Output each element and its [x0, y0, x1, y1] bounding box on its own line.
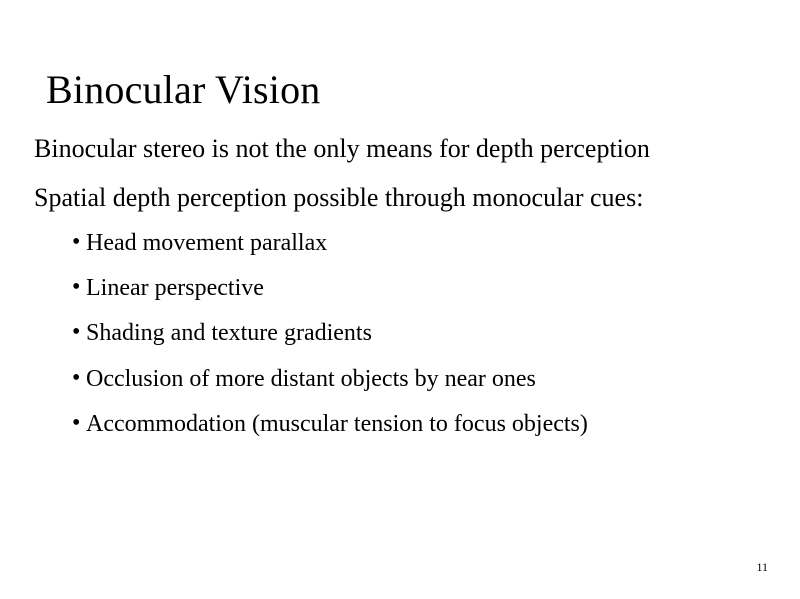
- list-item-label: Occlusion of more distant objects by near ones: [86, 365, 536, 392]
- list-item: [72, 228, 754, 259]
- lead-paragraph-1: Binocular stereo is not the only means for depth perception: [34, 134, 650, 163]
- list-item: [72, 318, 754, 349]
- list-item-label: Linear perspective: [86, 275, 264, 302]
- monocular-cues-list: [34, 228, 754, 440]
- page-number: 11: [756, 560, 768, 574]
- bullet-dot-icon: •: [72, 229, 81, 256]
- bullet-dot-icon: •: [72, 364, 81, 391]
- bullet-dot-icon: •: [72, 409, 81, 436]
- list-item: [72, 409, 754, 440]
- slide-body: [34, 132, 754, 454]
- list-item-label: Head movement parallax: [86, 230, 328, 257]
- list-item-label: Shading and texture gradients: [86, 320, 372, 347]
- list-item-label: Accommodation (muscular tension to focus objects): [86, 410, 588, 437]
- list-item: [72, 273, 754, 304]
- page-title: Binocular Vision: [46, 66, 321, 112]
- bullet-dot-icon: •: [72, 274, 81, 301]
- list-item: [72, 364, 754, 395]
- lead-paragraph-2: Spatial depth perception possible through monocular cues:: [34, 183, 644, 213]
- bullet-dot-icon: •: [72, 319, 81, 346]
